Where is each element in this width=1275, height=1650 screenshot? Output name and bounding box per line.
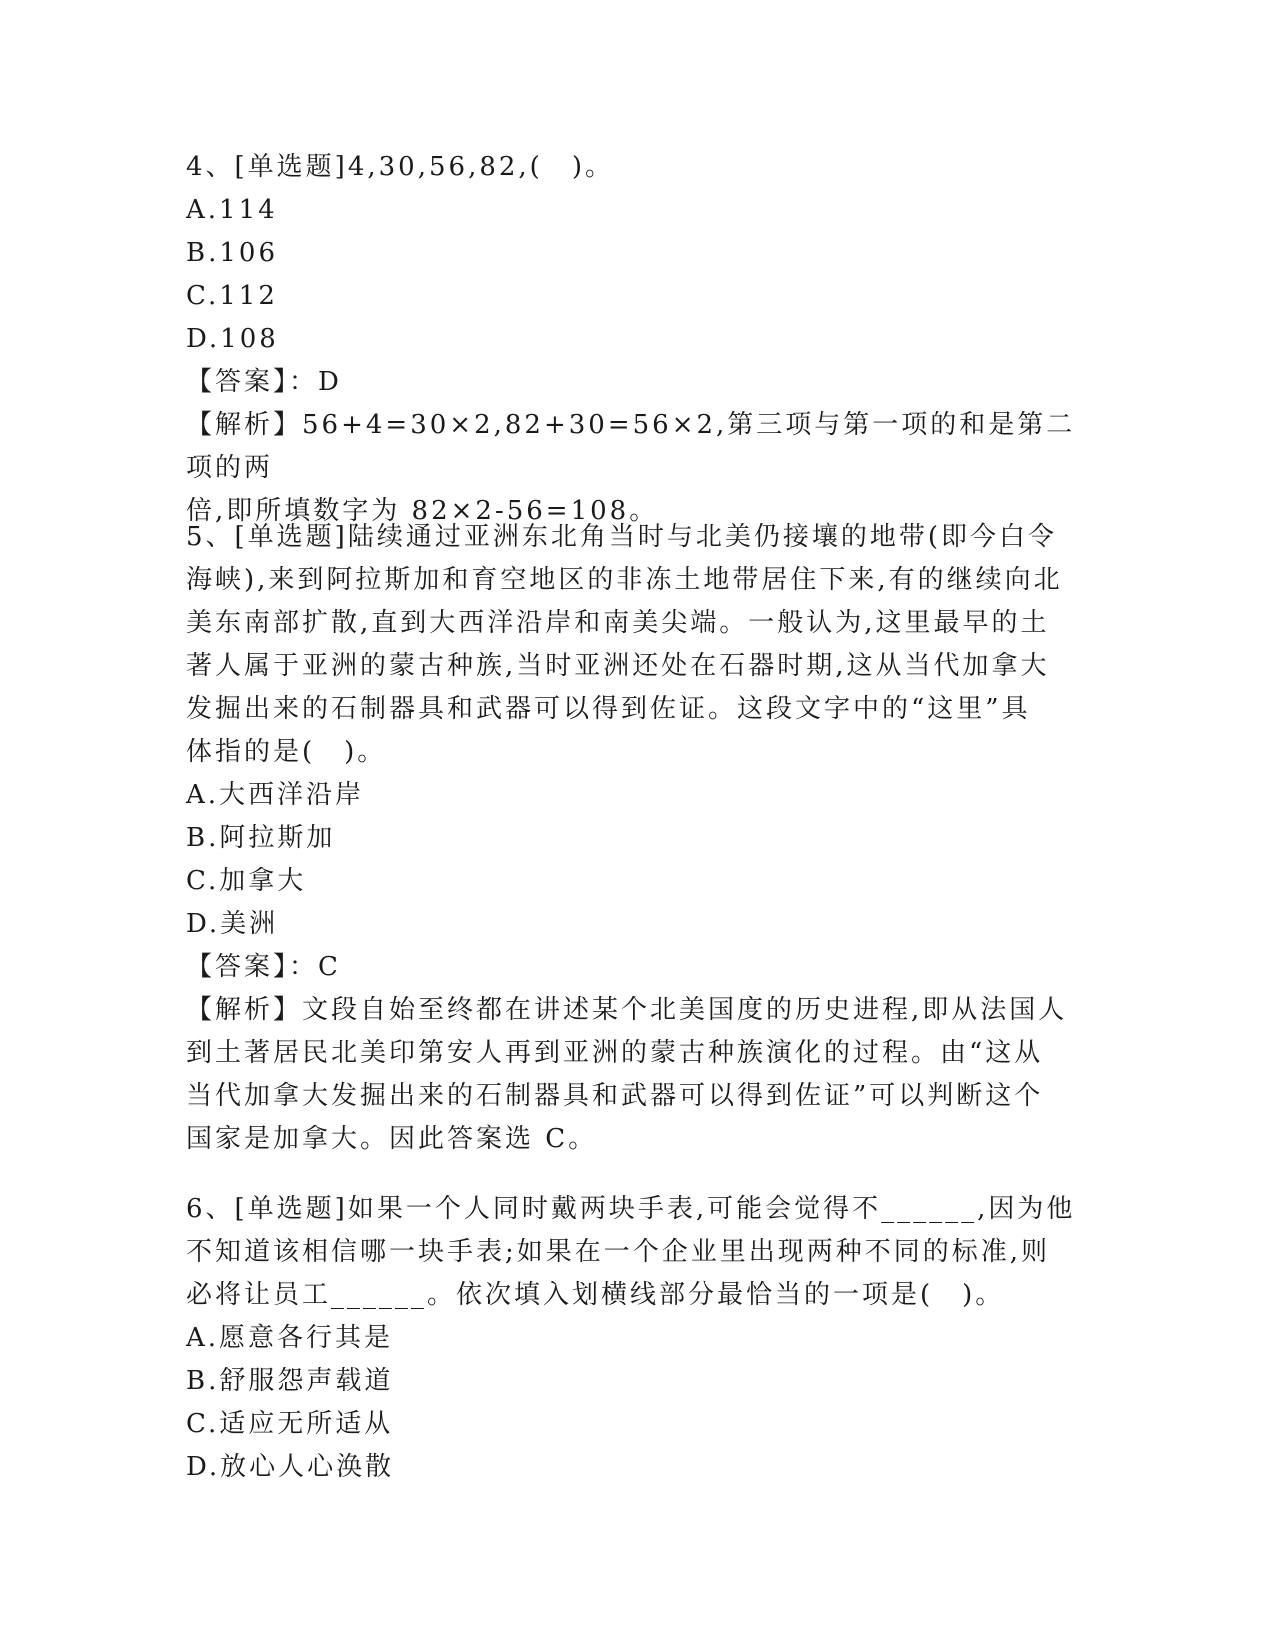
option-d: D.放心人心涣散 — [186, 1452, 395, 1482]
analysis-line: 【解析】56+4=30×2,82+30=56×2,第三项与第一项的和是第二项的两 — [186, 410, 1076, 483]
question-stem-line: 5、[单选题]陆续通过亚洲东北角当时与北美仍接壤的地带(即今白令 — [186, 522, 1057, 552]
question-6 — [186, 1188, 1086, 1489]
option-a: A.114 — [186, 195, 278, 225]
question-stem-line: 6、[单选题]如果一个人同时戴两块手表,可能会觉得不______,因为他 — [186, 1194, 1076, 1224]
question-stem-line: 海峡),来到阿拉斯加和育空地区的非冻土地带居住下来,有的继续向北 — [186, 565, 1063, 595]
option-a: A.愿意各行其是 — [186, 1323, 394, 1353]
question-stem-line: 不知道该相信哪一块手表;如果在一个企业里出现两种不同的标准,则 — [186, 1237, 1051, 1267]
option-b: B.106 — [186, 238, 278, 268]
question-4 — [186, 146, 1086, 533]
analysis-line: 【解析】文段自始至终都在讲述某个北美国度的历史进程,即从法国人 — [186, 995, 1068, 1025]
question-stem-line: 体指的是( )。 — [186, 737, 387, 767]
answer: 【答案】：C — [186, 952, 341, 982]
option-c: C.加拿大 — [186, 866, 307, 896]
option-d: D.美洲 — [186, 909, 279, 939]
option-a: A.大西洋沿岸 — [186, 780, 365, 810]
analysis-line: 当代加拿大发掘出来的石制器具和武器可以得到佐证”可以判断这个 — [186, 1081, 1044, 1111]
option-b: B.阿拉斯加 — [186, 823, 336, 853]
answer: 【答案】：D — [186, 367, 342, 397]
option-d: D.108 — [186, 324, 279, 354]
question-stem-line: 著人属于亚洲的蒙古种族,当时亚洲还处在石器时期,这从当代加拿大 — [186, 651, 1050, 681]
option-b: B.舒服怨声载道 — [186, 1366, 394, 1396]
question-5 — [186, 516, 1086, 1161]
option-c: C.适应无所适从 — [186, 1409, 394, 1439]
analysis-line: 国家是加拿大。因此答案选 C。 — [186, 1124, 598, 1154]
analysis-line: 倍,即所填数字为 82×2-56=108。 — [186, 496, 659, 526]
question-stem-line: 美东南部扩散,直到大西洋沿岸和南美尖端。一般认为,这里最早的土 — [186, 608, 1050, 638]
option-c: C.112 — [186, 281, 278, 311]
question-stem: 4、[单选题]4,30,56,82,( )。 — [186, 152, 614, 182]
question-stem-line: 必将让员工______。依次填入划横线部分最恰当的一项是( )。 — [186, 1280, 1005, 1310]
question-stem-line: 发掘出来的石制器具和武器可以得到佐证。这段文字中的“这里”具 — [186, 694, 1031, 724]
analysis-line: 到土著居民北美印第安人再到亚洲的蒙古种族演化的过程。由“这从 — [186, 1038, 1044, 1068]
